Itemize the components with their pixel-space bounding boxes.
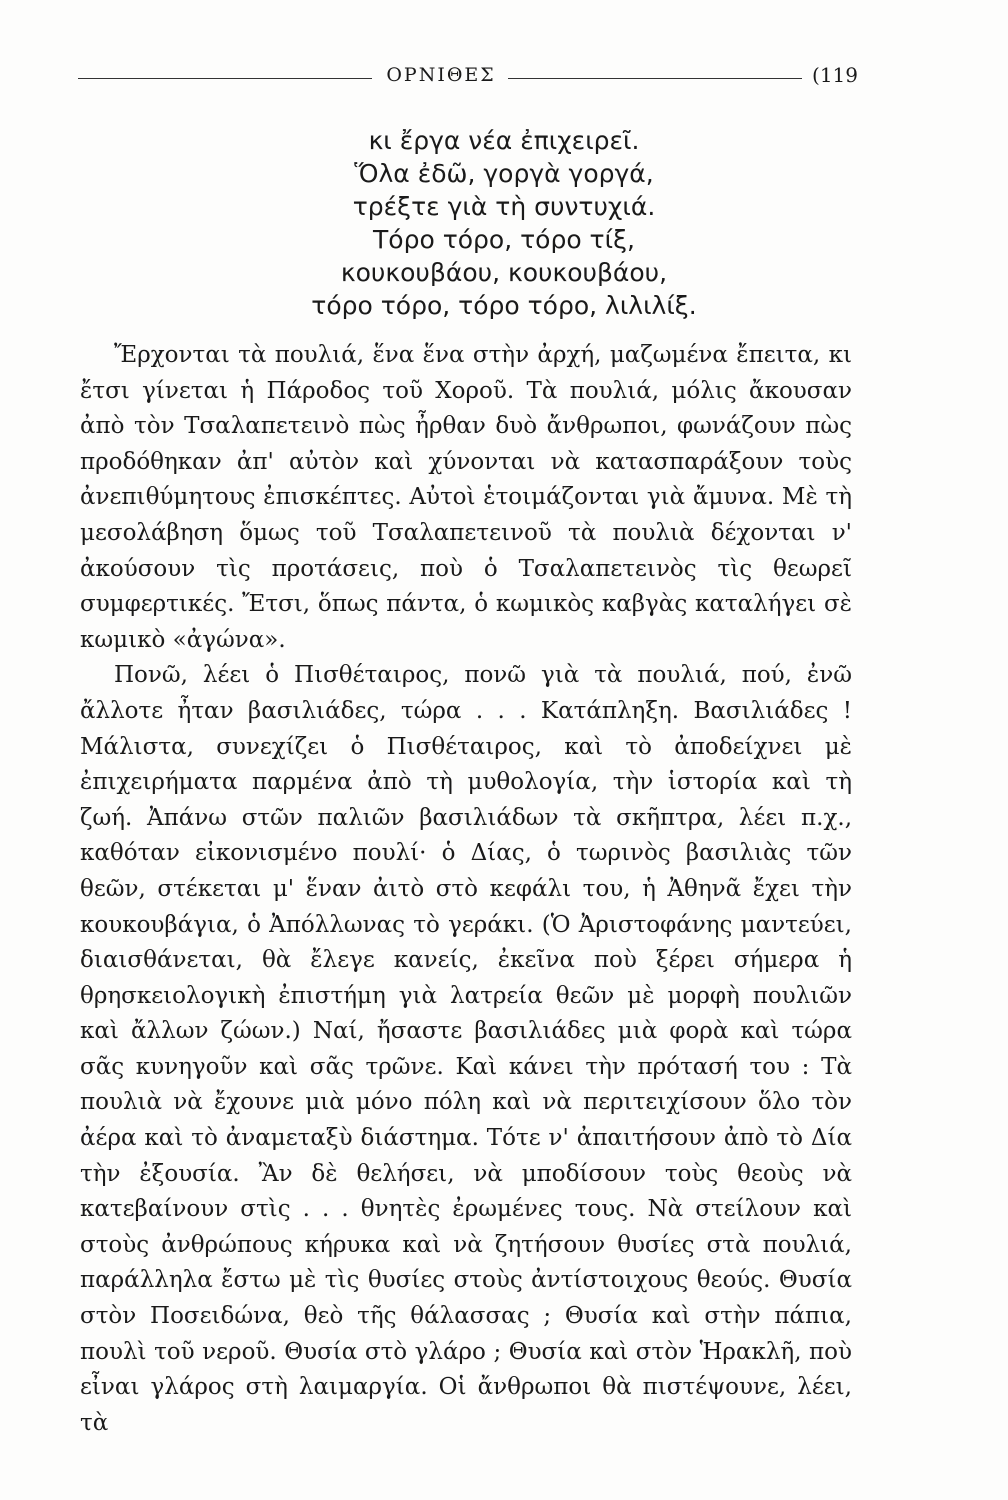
body-text	[80, 338, 852, 1441]
header-rule-left	[78, 78, 372, 79]
running-title: ΟΡΝΙΘΕΣ	[386, 64, 496, 86]
verse-line: κι ἔργα νέα ἐπιχειρεῖ.	[368, 126, 640, 155]
verse-line: Τόρο τόρο, τόρο τίξ,	[373, 225, 635, 254]
verse-line: τρέξτε γιὰ τὴ συντυχιά.	[352, 192, 656, 221]
verse-line: κουκουβάου, κουκουβάου,	[340, 258, 668, 287]
header-rule-right	[508, 78, 802, 79]
verse-block	[0, 124, 1008, 322]
paragraph: Πονῶ, λέει ὁ Πισθέταιρος, πονῶ γιὰ τὰ πουλιά, πού, ἐνῶ ἄλλοτε ἦταν βασιλιάδες, τώρα . . . Κατάπληξη. Βασιλιάδες ! Μάλιστα, συνεχίζει ὁ Πισθέταιρος, καὶ τὸ ἀποδείχνει μὲ ἐπιχειρήματα παρμένα ἀπὸ τὴ μυθολογία, τὴν ἱστορία καὶ τὴ ζωή. Ἀπάνω στῶν παλιῶν βασιλιάδων τὰ σκῆπτρα, λέει π.χ., καθόταν εἰκονισμένο πουλί· ὁ Δίας, ὁ τωρινὸς βασιλιὰς τῶν θεῶν, στέκεται μ' ἕναν ἀιτὸ στὸ κεφάλι του, ἡ Ἀθηνᾶ ἔχει τὴν κουκουβάγια, ὁ Ἀπόλλωνας τὸ γεράκι. (Ὁ Ἀριστοφάνης μαντεύει, διαισθάνεται, θὰ ἔλεγε κανείς, ἐκεῖνα ποὺ ξέρει σήμερα ἡ θρησκειολογικὴ ἐπιστήμη γιὰ λατρεία θεῶν μὲ μορφὴ πουλιῶν καὶ ἄλλων ζώων.) Ναί, ἤσαστε βασιλιάδες μιὰ φορὰ καὶ τώρα σᾶς κυνηγοῦν καὶ σᾶς τρῶνε. Καὶ κάνει τὴν πρότασή του : Τὰ πουλιὰ νὰ ἔχουνε μιὰ μόνο πόλη καὶ νὰ περιτειχίσουν ὅλο τὸν ἀέρα καὶ τὸ ἀναμεταξὺ διάστημα. Τότε ν' ἀπαιτήσουν ἀπὸ τὸ Δία τὴν ἐξουσία. Ἂν δὲ θελήσει, νὰ μποδίσουν τοὺς θεοὺς νὰ κατεβαίνουν στὶς . . . θνητὲς ἐρωμένες τους. Νὰ στείλουν καὶ στοὺς ἀνθρώπους κήρυκα καὶ νὰ ζητήσουν θυσίες στὰ πουλιά, παράλληλα ἔστω μὲ τὶς θυσίες στοὺς ἀντίστοιχους θεούς. Θυσία στὸν Ποσειδώνα, θεὸ τῆς θάλασσας ; Θυσία καὶ στὴν πάπια, πουλὶ τοῦ νεροῦ. Θυσία στὸ γλάρο ; Θυσία καὶ στὸν Ἡρακλῆ, ποὺ εἶναι γλάρος στὴ λαιμαργία. Οἱ ἄνθρωποι θὰ πιστέψουνε, λέει, τὰ	[80, 662, 852, 1436]
running-header	[78, 60, 858, 90]
page-number: (119	[812, 63, 859, 87]
verse-line: τόρο τόρο, τόρο τόρο, λιλιλίξ.	[311, 291, 697, 320]
paragraph: Ἔρχονται τὰ πουλιά, ἕνα ἕνα στὴν ἀρχή, μαζωμένα ἔπειτα, κι ἔτσι γίνεται ἡ Πάροδος τοῦ Χοροῦ. Τὰ πουλιά, μόλις ἄκουσαν ἀπὸ τὸν Τσαλαπετεινὸ πὼς ἦρθαν δυὸ ἄνθρωποι, φωνάζουν πὼς προδόθηκαν ἀπ' αὐτὸν καὶ χύνονται νὰ κατασπαράξουν τοὺς ἀνεπιθύμητους ἐπισκέπτες. Αὐτοὶ ἑτοιμάζονται γιὰ ἄμυνα. Μὲ τὴ μεσολάβηση ὅμως τοῦ Τσαλαπετεινοῦ τὰ πουλιὰ δέχονται ν' ἀκούσουν τὶς προτάσεις, ποὺ ὁ Τσαλαπετεινὸς τὶς θεωρεῖ συμφερτικές. Ἔτσι, ὅπως πάντα, ὁ κωμικὸς καβγὰς καταλήγει σὲ κωμικὸ «ἀγώνα».	[80, 342, 852, 653]
verse-line: Ὅλα ἐδῶ, γοργὰ γοργά,	[354, 159, 654, 188]
